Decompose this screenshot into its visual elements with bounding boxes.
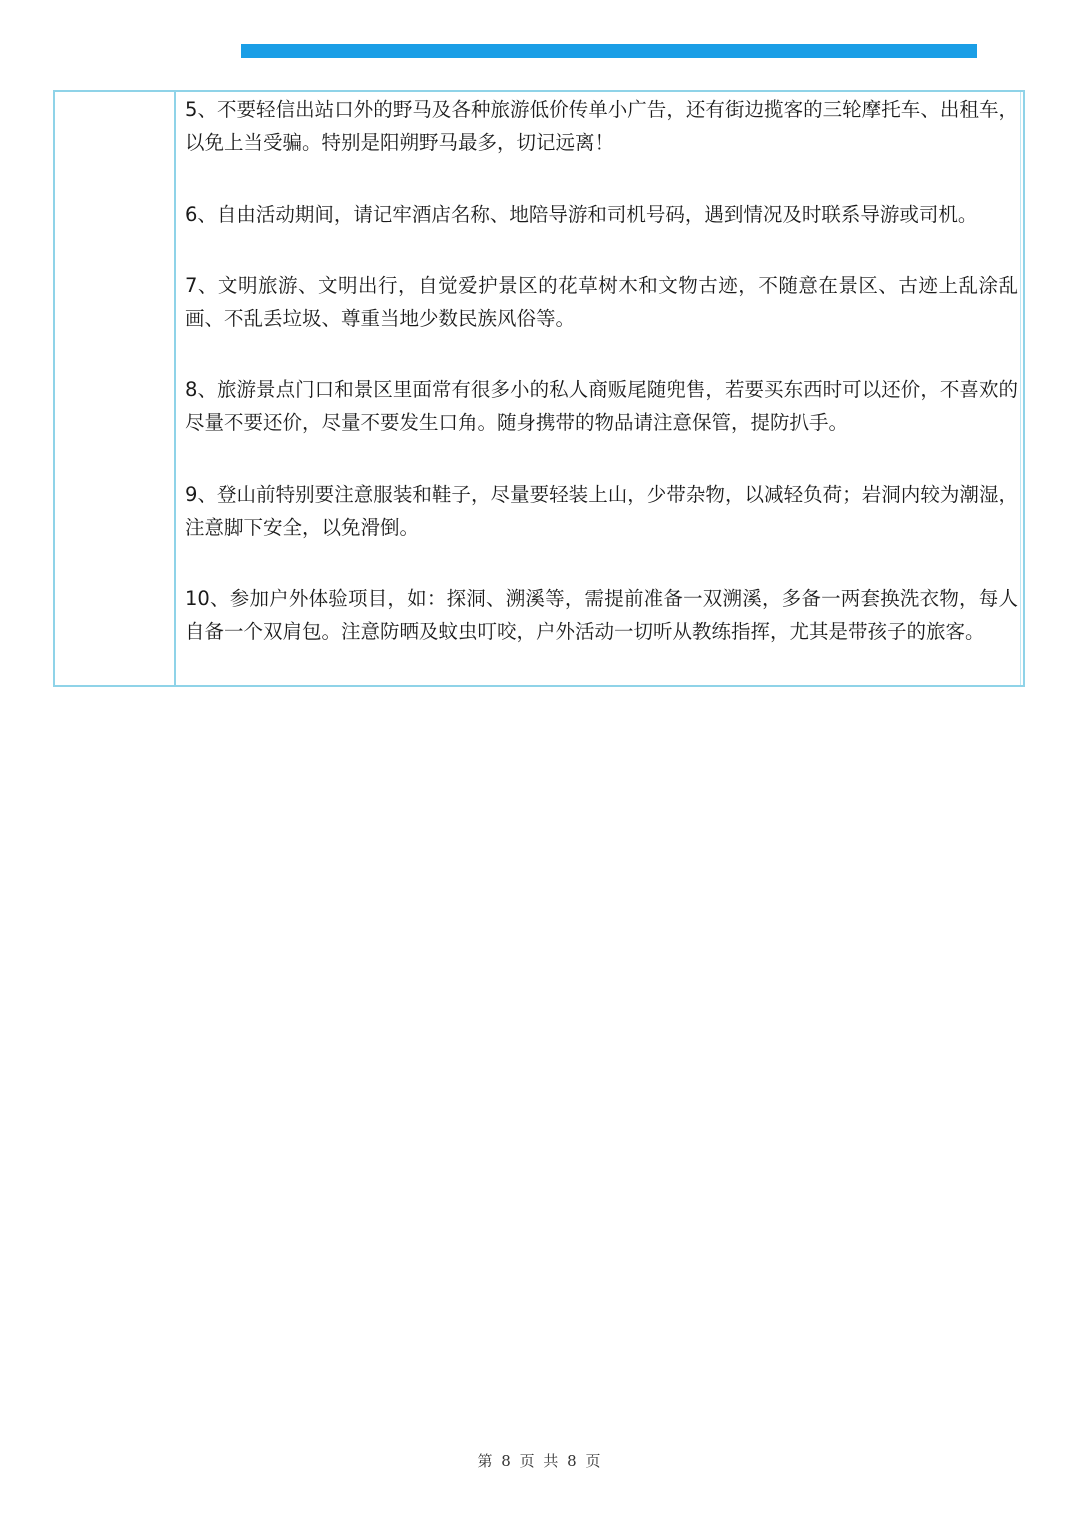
notice-item-5: 5、不要轻信出站口外的野马及各种旅游低价传单小广告，还有街边揽客的三轮摩托车、出租车，以免上当受骗。特别是阳朔野马最多，切记远离！ [185, 98, 1018, 154]
notice-item-9: 9、登山前特别要注意服装和鞋子，尽量要轻装上山，少带杂物，以减轻负荷；岩洞内较为潮湿，注意脚下安全，以免滑倒。 [185, 483, 1018, 539]
notice-item-8: 8、旅游景点门口和景区里面常有很多小的私人商贩尾随兜售，若要买东西时可以还价，不喜欢的尽量不要还价，尽量不要发生口角。随身携带的物品请注意保管，提防扒手。 [185, 378, 1018, 434]
table-label-cell [55, 92, 176, 685]
page-number-footer: 第 8 页 共 8 页 [477, 1452, 603, 1470]
notice-item-7: 7、文明旅游、文明出行，自觉爱护景区的花草树木和文物古迹，不随意在景区、古迹上乱涂乱画、不乱丢垃圾、尊重当地少数民族风俗等。 [185, 274, 1018, 330]
notice-table [53, 90, 1025, 687]
notice-item-10: 10、参加户外体验项目，如：探洞、溯溪等，需提前准备一双溯溪，多备一两套换洗衣物，每人自备一个双肩包。注意防晒及蚊虫叮咬，户外活动一切听从教练指挥，尤其是带孩子的旅客。 [185, 587, 1018, 643]
header-accent-bar [241, 44, 977, 58]
table-content-cell [176, 92, 1023, 685]
notice-item-6: 6、自由活动期间，请记牢酒店名称、地陪导游和司机号码，遇到情况及时联系导游或司机。 [185, 203, 978, 226]
